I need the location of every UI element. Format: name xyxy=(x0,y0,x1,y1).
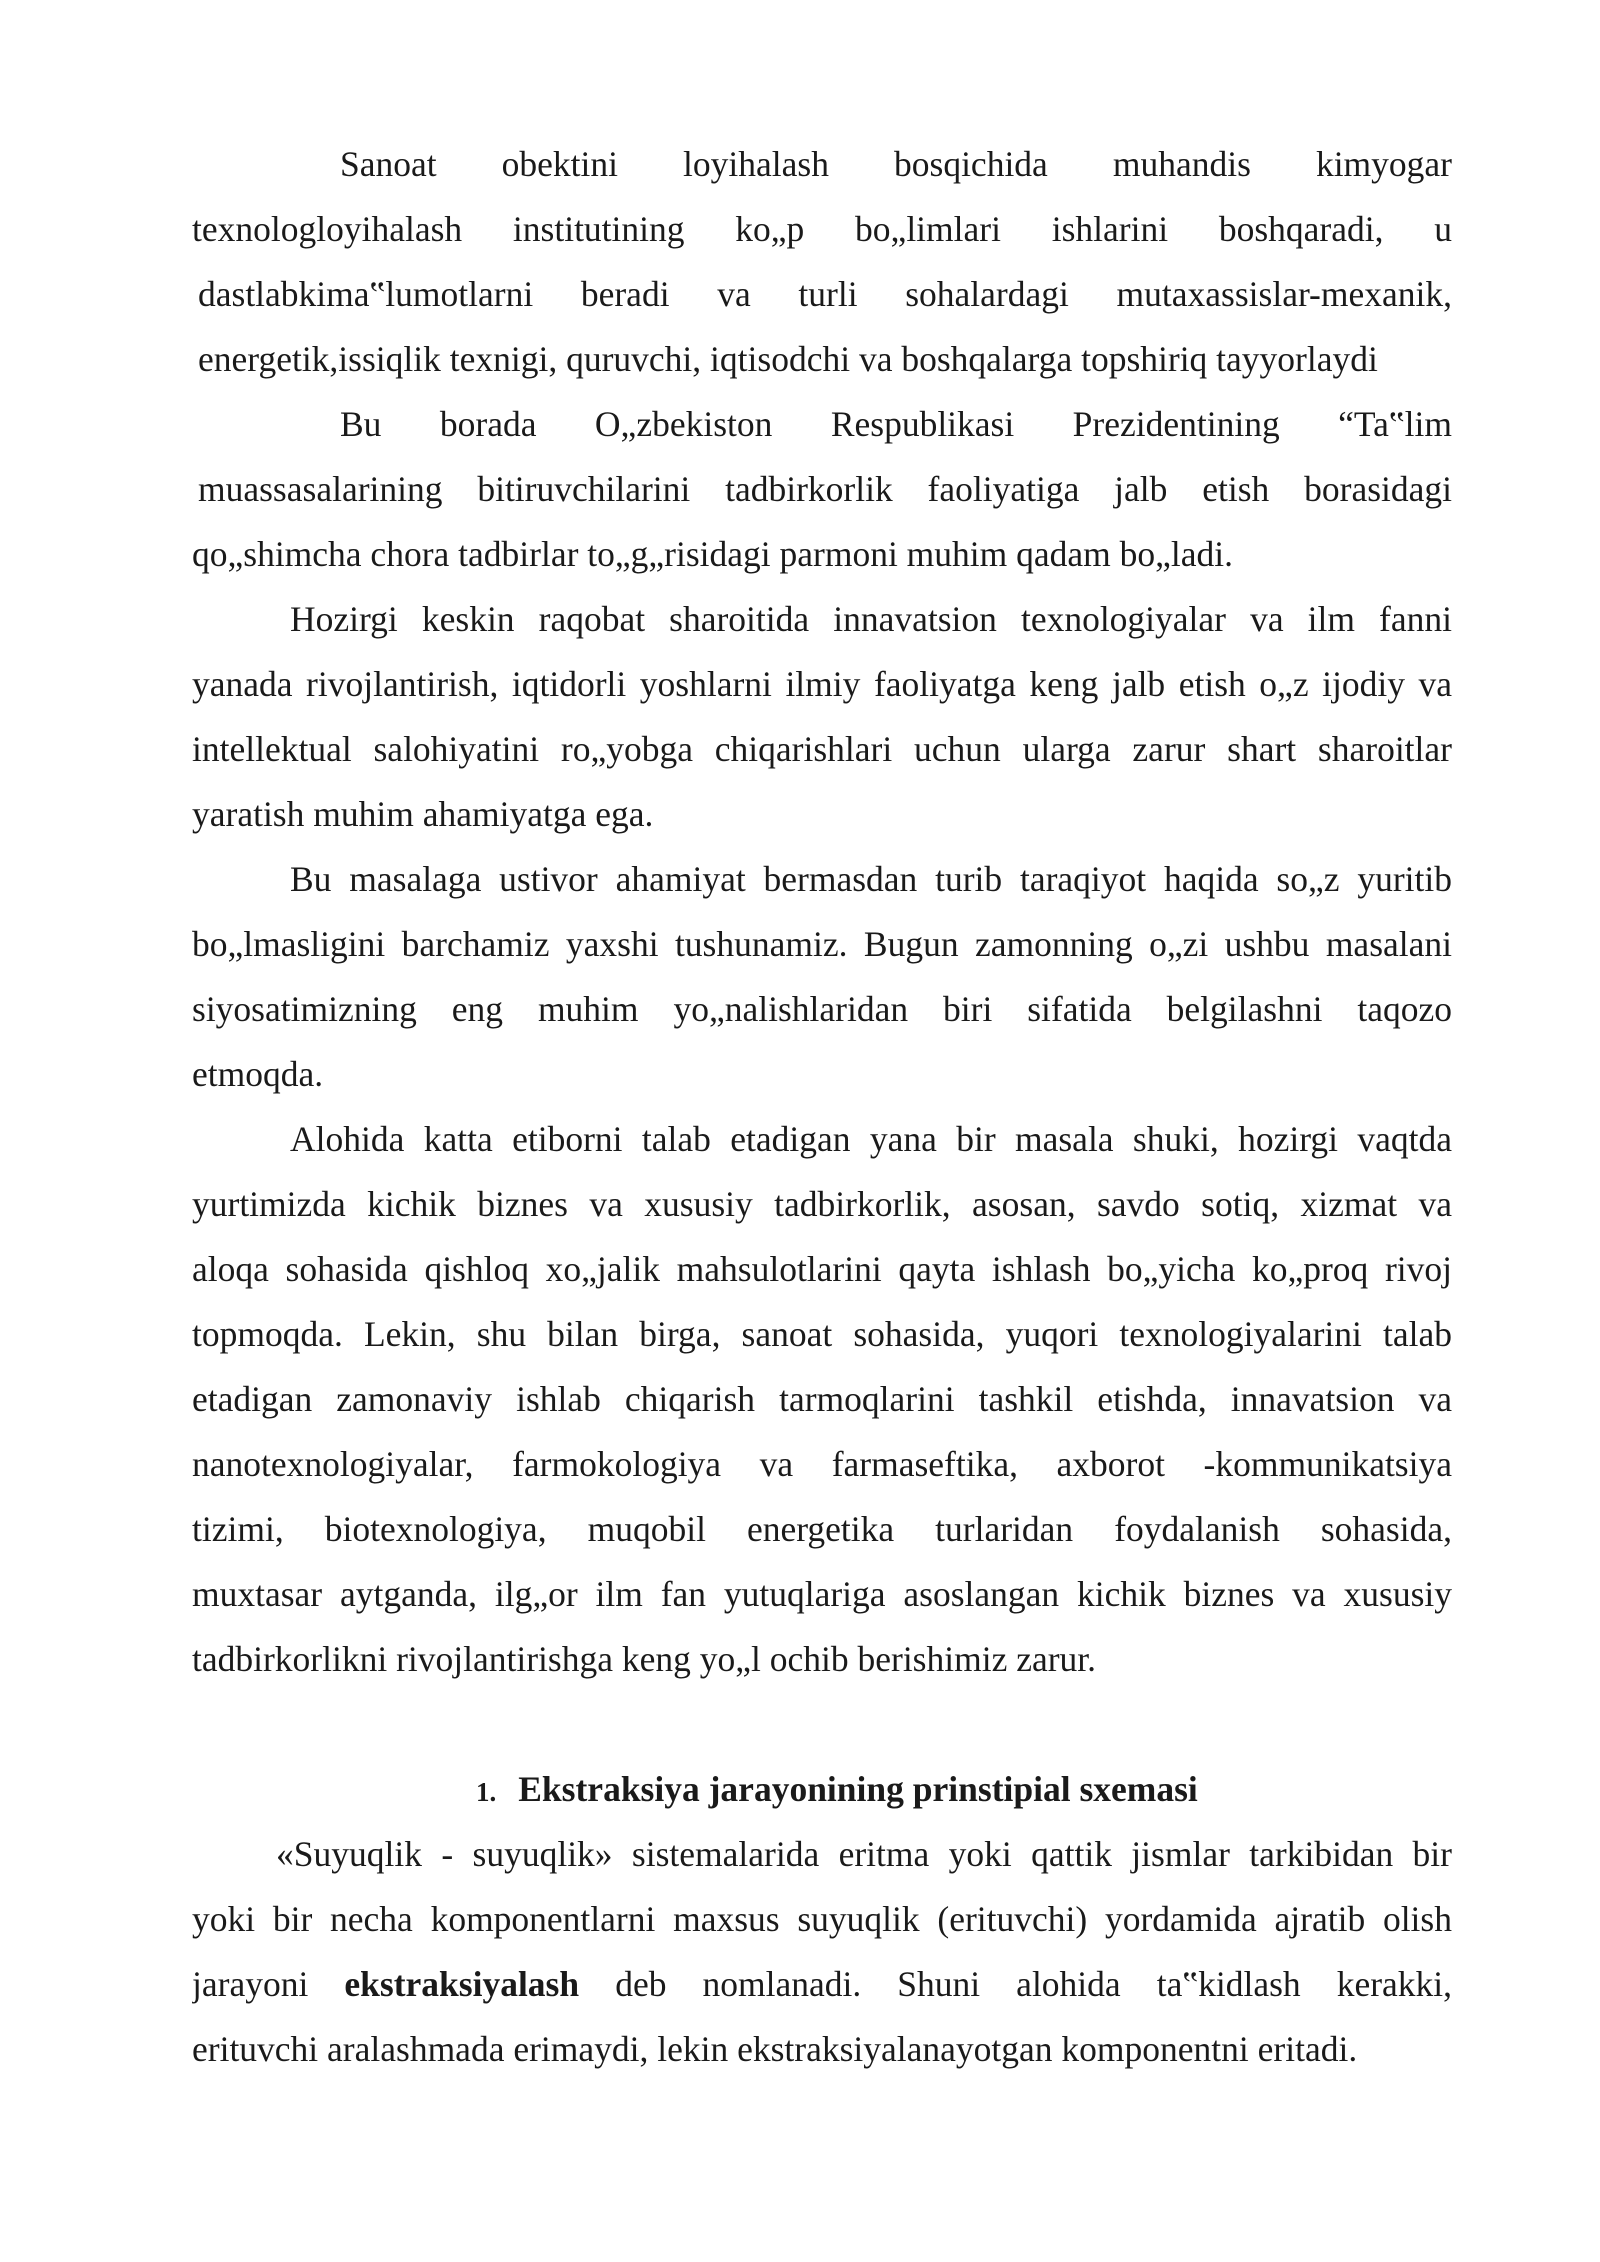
text-line: siyosatimizning eng muhim yo„nalishlaridan biri sifatida belgilashni taqozo xyxy=(192,989,1452,1029)
text-line: dastlabkima‟lumotlarni beradi va turli sohalardagi mutaxassislar-mexanik, xyxy=(198,274,1452,314)
section-number: 1. xyxy=(476,1777,497,1807)
paragraph-6 xyxy=(192,1822,1452,2082)
text-line: bo„lmasligini barchamiz yaxshi tushunamiz. Bugun zamonning o„zi ushbu masalani xyxy=(192,924,1452,964)
paragraph-3 xyxy=(192,587,1452,847)
text-line: Hozirgi keskin raqobat sharoitida innavatsion texnologiyalar va ilm fanni xyxy=(290,599,1452,639)
paragraph-5 xyxy=(192,1107,1452,1692)
text-line: muxtasar aytganda, ilg„or ilm fan yutuqlariga asoslangan kichik biznes va xususiy xyxy=(192,1574,1452,1614)
paragraph-1 xyxy=(192,132,1452,392)
paragraph-4 xyxy=(192,847,1452,1107)
text-line: tizimi, biotexnologiya, muqobil energetika turlaridan foydalanish sohasida, xyxy=(192,1509,1452,1549)
text-line: energetik,issiqlik texnigi, quruvchi, iqtisodchi va boshqalarga topshiriq tayyorlaydi xyxy=(198,339,1378,379)
text-run: jarayoni xyxy=(192,1964,309,2004)
text-line: yoki bir necha komponentlarni maxsus suyuqlik (erituvchi) yordamida ajratib olish xyxy=(192,1899,1452,1939)
text-line: topmoqda. Lekin, shu bilan birga, sanoat sohasida, yuqori texnologiyalarini talab xyxy=(192,1314,1452,1354)
text-line: texnologloyihalash institutining ko„p bo„limlari ishlarini boshqaradi, u xyxy=(192,209,1452,249)
text-line: Bu masalaga ustivor ahamiyat bermasdan turib taraqiyot haqida so„z yuritib xyxy=(290,859,1452,899)
text-line: nanotexnologiyalar, farmokologiya va farmaseftika, axborot -kommunikatsiya xyxy=(192,1444,1452,1484)
text-line: muassasalarining bitiruvchilarini tadbirkorlik faoliyatiga jalb etish borasidagi xyxy=(198,469,1452,509)
text-line: etadigan zamonaviy ishlab chiqarish tarmoqlarini tashkil etishda, innavatsion va xyxy=(192,1379,1452,1419)
text-line: Alohida katta etiborni talab etadigan yana bir masala shuki, hozirgi vaqtda xyxy=(290,1119,1452,1159)
text-line: erituvchi aralashmada erimaydi, lekin ekstraksiyalanayotgan komponentni eritadi. xyxy=(192,2029,1358,2069)
section-heading xyxy=(192,1757,1452,1822)
bold-term: ekstraksiyalash xyxy=(344,1964,580,2004)
text-line xyxy=(192,1952,1452,2017)
text-line: tadbirkorlikni rivojlantirishga keng yo„l ochib berishimiz zarur. xyxy=(192,1639,1097,1679)
text-line: yaratish muhim ahamiyatga ega. xyxy=(192,794,654,834)
text-line: «Suyuqlik - suyuqlik» sistemalarida eritma yoki qattik jismlar tarkibidan bir xyxy=(276,1834,1452,1874)
document-page xyxy=(192,132,1452,2082)
text-line: Sanoat obektini loyihalash bosqichida muhandis kimyogar xyxy=(340,144,1452,184)
text-line: etmoqda. xyxy=(192,1054,324,1094)
text-line: qo„shimcha chora tadbirlar to„g„risidagi parmoni muhim qadam bo„ladi. xyxy=(192,534,1234,574)
section-title: Ekstraksiya jarayonining prinstipial sxemasi xyxy=(518,1769,1198,1809)
text-line: yanada rivojlantirish, iqtidorli yoshlarni ilmiy faoliyatga keng jalb etish o„z ijodiy va xyxy=(192,664,1452,704)
text-line: intellektual salohiyatini ro„yobga chiqarishlari uchun ularga zarur shart sharoitlar xyxy=(192,729,1452,769)
text-run: deb nomlanadi. Shuni alohida ta‟kidlash kerakki, xyxy=(615,1964,1452,2004)
text-line: Bu borada O„zbekiston Respublikasi Prezidentining “Ta‟lim xyxy=(340,404,1452,444)
text-line: yurtimizda kichik biznes va xususiy tadbirkorlik, asosan, savdo sotiq, xizmat va xyxy=(192,1184,1452,1224)
text-line: aloqa sohasida qishloq xo„jalik mahsulotlarini qayta ishlash bo„yicha ko„proq rivoj xyxy=(192,1249,1452,1289)
paragraph-2 xyxy=(192,392,1452,587)
